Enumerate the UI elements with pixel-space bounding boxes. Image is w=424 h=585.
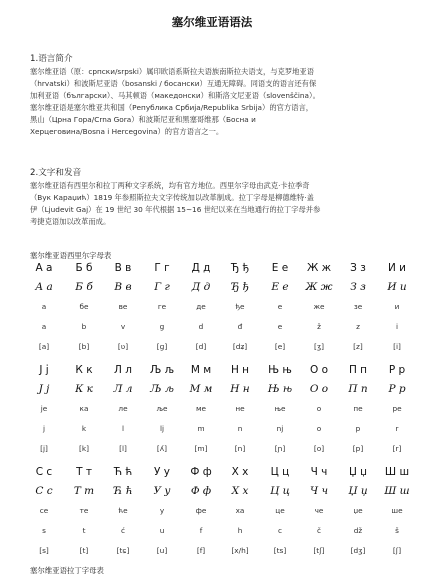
letter-cursive: У у <box>153 485 171 497</box>
section-2-line: （Вук Караџић）1819 年参照斯拉夫文字传统加以改革制成。拉丁字母是柳德维特·盖 <box>30 193 314 202</box>
letter-name: ме <box>196 404 206 413</box>
letter-name: фе <box>195 506 207 515</box>
letter-name: бе <box>79 302 89 311</box>
section-1-paragraph <box>30 66 402 138</box>
letter-latin-row <box>28 424 408 440</box>
letter-latin: g <box>159 322 165 331</box>
letter-ipa: [ʎ] <box>156 444 168 453</box>
letter-cursive: Џ џ <box>348 485 368 497</box>
letter-name: ка <box>79 404 89 413</box>
letter-cursive: О о <box>309 383 329 395</box>
letter-ipa: [j] <box>40 444 48 453</box>
letter-capital: Л л <box>114 364 132 376</box>
letter-cursive: К к <box>75 383 93 395</box>
letter-ipa: [b] <box>78 342 90 351</box>
letter-name: пе <box>353 404 363 413</box>
letter-ipa: [u] <box>156 546 168 555</box>
letter-capital: П п <box>348 364 368 376</box>
section-2-line: 塞尔维亚语有西里尔和拉丁两种文字系统，均有官方地位。西里尔字母由武克·卡拉季奇 <box>30 181 310 190</box>
letter-capital: М м <box>190 364 212 376</box>
letter-latin: r <box>395 424 399 433</box>
letter-capital: К к <box>75 364 93 376</box>
letter-cursive: А а <box>35 281 53 293</box>
letter-ipa: [r] <box>392 444 402 453</box>
letter-cursive: Ђ ђ <box>230 281 250 293</box>
letter-ipa: [d] <box>195 342 207 351</box>
letter-latin-row <box>28 526 408 542</box>
letter-cursive: З з <box>350 281 366 293</box>
section-2-line: 伊（Ljudevit Gaj）在 19 世纪 30 年代根据 15~16 世纪以来在当地通行的拉丁字母并参 <box>30 205 321 214</box>
letter-ipa: [tɕ] <box>116 546 130 555</box>
letter-cursive: Т т <box>73 485 95 497</box>
letter-capital: Џ џ <box>348 466 368 478</box>
letter-latin: lj <box>159 424 165 433</box>
section-1-line: 黑山（Црна Гора/Crna Gora）和波斯尼亚和黑塞哥维那（Босна и <box>30 115 256 124</box>
letter-name: че <box>314 506 324 515</box>
letter-ipa: [ts] <box>273 546 287 555</box>
letter-cursive: П п <box>348 383 368 395</box>
letter-name: же <box>313 302 325 311</box>
letter-ipa: [tʃ] <box>313 546 325 555</box>
letter-name: је <box>40 404 48 413</box>
letter-latin: c <box>277 526 282 535</box>
letter-capital: Ђ ђ <box>230 262 250 274</box>
letter-capital: Ш ш <box>384 466 410 478</box>
letter-name: се <box>39 506 49 515</box>
letter-ipa: [i] <box>393 342 401 351</box>
letter-ipa-row <box>28 546 408 562</box>
letter-cursive: Ц ц <box>270 485 290 497</box>
letter-capital: Б б <box>75 262 93 274</box>
letter-ipa: [n] <box>234 444 246 453</box>
letter-latin: d <box>198 322 204 331</box>
letter-ipa: [x/h] <box>231 546 249 555</box>
letter-ipa: [f] <box>196 546 206 555</box>
letter-capital: Т т <box>76 466 92 478</box>
letter-ipa: [ʃ] <box>392 546 402 555</box>
letter-latin: č <box>316 526 321 535</box>
letter-latin: u <box>159 526 165 535</box>
letter-latin: m <box>197 424 205 433</box>
letter-name: ље <box>156 404 168 413</box>
section-2-line: 考捷克语加以改革而成。 <box>30 217 111 226</box>
letter-cursive: Ј ј <box>38 383 50 395</box>
letter-capital: Д д <box>191 262 211 274</box>
letter-capital: Н н <box>230 364 250 376</box>
letter-ipa-row <box>28 342 408 358</box>
letter-name: не <box>235 404 245 413</box>
letter-capital: Е е <box>271 262 289 274</box>
letter-ipa: [p] <box>352 444 364 453</box>
letter-cursive-row <box>28 281 408 297</box>
letter-ipa: [t] <box>79 546 89 555</box>
letter-ipa: [m] <box>194 444 208 453</box>
letter-capital: В в <box>114 262 132 274</box>
letter-cursive-row <box>28 383 408 399</box>
letter-capital: Ј ј <box>39 364 49 376</box>
letter-ipa: [z] <box>353 342 363 351</box>
letter-capital: З з <box>350 262 366 274</box>
letter-capital: Ф ф <box>190 466 212 478</box>
letter-ipa: [dʒ] <box>350 546 366 555</box>
letter-cursive: Д д <box>191 281 211 293</box>
letter-latin: b <box>81 322 87 331</box>
letter-latin: ž <box>317 322 321 331</box>
letter-latin: e <box>277 322 283 331</box>
letter-ipa: [ʒ] <box>313 342 325 351</box>
letter-capital: Ц ц <box>270 466 290 478</box>
letter-capital: Ч ч <box>310 466 328 478</box>
letter-ipa: [s] <box>39 546 49 555</box>
letter-capital: А а <box>35 262 53 274</box>
letter-name-row <box>28 404 408 420</box>
letter-ipa: [l] <box>119 444 127 453</box>
letter-capital: С с <box>35 466 53 478</box>
letter-name: ха <box>235 506 245 515</box>
letter-ipa: [o] <box>313 444 325 453</box>
letter-name: ле <box>118 404 128 413</box>
letter-name: зе <box>353 302 363 311</box>
section-1-line: Херцеговина/Bosna i Hercegovina）的官方语言之一。 <box>30 127 224 136</box>
letter-name: и <box>394 302 400 311</box>
letter-name: де <box>196 302 206 311</box>
letter-cursive: Б б <box>75 281 93 293</box>
letter-name: ће <box>118 506 128 515</box>
letter-cursive: Х х <box>231 485 249 497</box>
letter-latin: f <box>199 526 203 535</box>
page-title: 塞尔维亚语语法 <box>171 15 253 29</box>
letter-cursive-row <box>28 485 408 501</box>
letter-name: џе <box>353 506 363 515</box>
letter-name: ђе <box>235 302 245 311</box>
letter-cursive: Р р <box>388 383 406 395</box>
letter-latin: t <box>82 526 86 535</box>
letter-ipa: [k] <box>78 444 90 453</box>
letter-name: те <box>79 506 89 515</box>
letter-capital: И и <box>387 262 407 274</box>
section-1-heading: 1.语言简介 <box>30 54 73 64</box>
section-1-line: 塞尔维亚语是塞尔维亚共和国（Република Србија/Republika Srbija）的官方语言， <box>30 103 314 112</box>
section-2-paragraph <box>30 180 402 228</box>
letter-name: а <box>41 302 47 311</box>
letter-name-row <box>28 506 408 522</box>
letter-ipa: [e] <box>274 342 286 351</box>
letter-capital: Х х <box>231 466 249 478</box>
letter-name: о <box>316 404 322 413</box>
letter-cursive: М м <box>189 383 213 395</box>
letter-latin: a <box>41 322 47 331</box>
letter-cursive: Ш ш <box>384 485 410 497</box>
letter-name: це <box>275 506 285 515</box>
letter-cursive: И и <box>387 281 407 293</box>
letter-cursive: Л л <box>113 383 133 395</box>
letter-latin: ć <box>120 526 125 535</box>
letter-capital-row <box>28 262 408 278</box>
letter-cursive: Ф ф <box>190 485 212 497</box>
letter-name-row <box>28 302 408 318</box>
letter-cursive: Е е <box>271 281 289 293</box>
letter-latin: j <box>42 424 46 433</box>
letter-latin: nj <box>276 424 284 433</box>
letter-capital: О о <box>309 364 329 376</box>
letter-cursive: Ћ ћ <box>113 485 133 497</box>
latin-table-caption: 塞尔维亚语拉丁字母表 <box>30 566 104 575</box>
letter-latin: v <box>120 322 126 331</box>
letter-ipa: [ɲ] <box>274 444 286 453</box>
letter-capital: Ж ж <box>306 262 332 274</box>
letter-cursive: Н н <box>230 383 250 395</box>
letter-name: ње <box>274 404 286 413</box>
section-1-line: 加利亚语（български）、马其顿语（македонски）和斯洛文尼亚语（slovenščina）。 <box>30 91 320 100</box>
letter-capital: Р р <box>388 364 406 376</box>
letter-ipa-row <box>28 444 408 460</box>
letter-capital: Љ љ <box>149 364 175 376</box>
letter-capital: У у <box>154 466 170 478</box>
letter-latin-row <box>28 322 408 338</box>
letter-ipa: [ʋ] <box>117 342 129 351</box>
letter-latin: k <box>81 424 87 433</box>
letter-name: е <box>277 302 283 311</box>
letter-latin: s <box>42 526 46 535</box>
letter-cursive: Љ љ <box>150 383 174 395</box>
section-1-line: （hrvatski）和波斯尼亚语（bosanski / босански）互通无障碍。同语支的语言还有保 <box>30 79 317 88</box>
section-2-heading: 2.文字和发音 <box>30 168 82 178</box>
letter-name: ре <box>392 404 402 413</box>
letter-name: ве <box>118 302 128 311</box>
letter-cursive: С с <box>35 485 53 497</box>
letter-latin: z <box>356 322 360 331</box>
letter-cursive: Ж ж <box>305 281 333 293</box>
letter-latin: o <box>316 424 322 433</box>
letter-capital: Ћ ћ <box>113 466 133 478</box>
letter-cursive: В в <box>114 281 132 293</box>
letter-latin: p <box>355 424 361 433</box>
letter-capital-row <box>28 364 408 380</box>
letter-capital-row <box>28 466 408 482</box>
letter-name: ше <box>391 506 403 515</box>
letter-ipa: [a] <box>38 342 50 351</box>
letter-cursive: Њ њ <box>267 383 293 395</box>
letter-latin: l <box>121 424 125 433</box>
letter-latin: đ <box>237 322 243 331</box>
letter-name: ге <box>157 302 167 311</box>
letter-cursive: Ч ч <box>310 485 328 497</box>
letter-ipa: [dʑ] <box>232 342 248 351</box>
letter-capital: Г г <box>154 262 170 274</box>
letter-latin: i <box>395 322 399 331</box>
letter-name: у <box>159 506 165 515</box>
section-1-line: 塞尔维亚语（原：српски/srpski）属印欧语系斯拉夫语族南斯拉夫语支，与克罗地亚语 <box>30 67 315 76</box>
letter-ipa: [ɡ] <box>156 342 168 351</box>
letter-latin: š <box>395 526 399 535</box>
letter-latin: n <box>237 424 243 433</box>
letter-latin: dž <box>353 526 363 535</box>
letter-cursive: Г г <box>154 281 170 293</box>
letter-capital: Њ њ <box>268 364 292 376</box>
letter-latin: h <box>237 526 243 535</box>
cyrillic-table-caption: 塞尔维亚语西里尔字母表 <box>30 251 112 260</box>
